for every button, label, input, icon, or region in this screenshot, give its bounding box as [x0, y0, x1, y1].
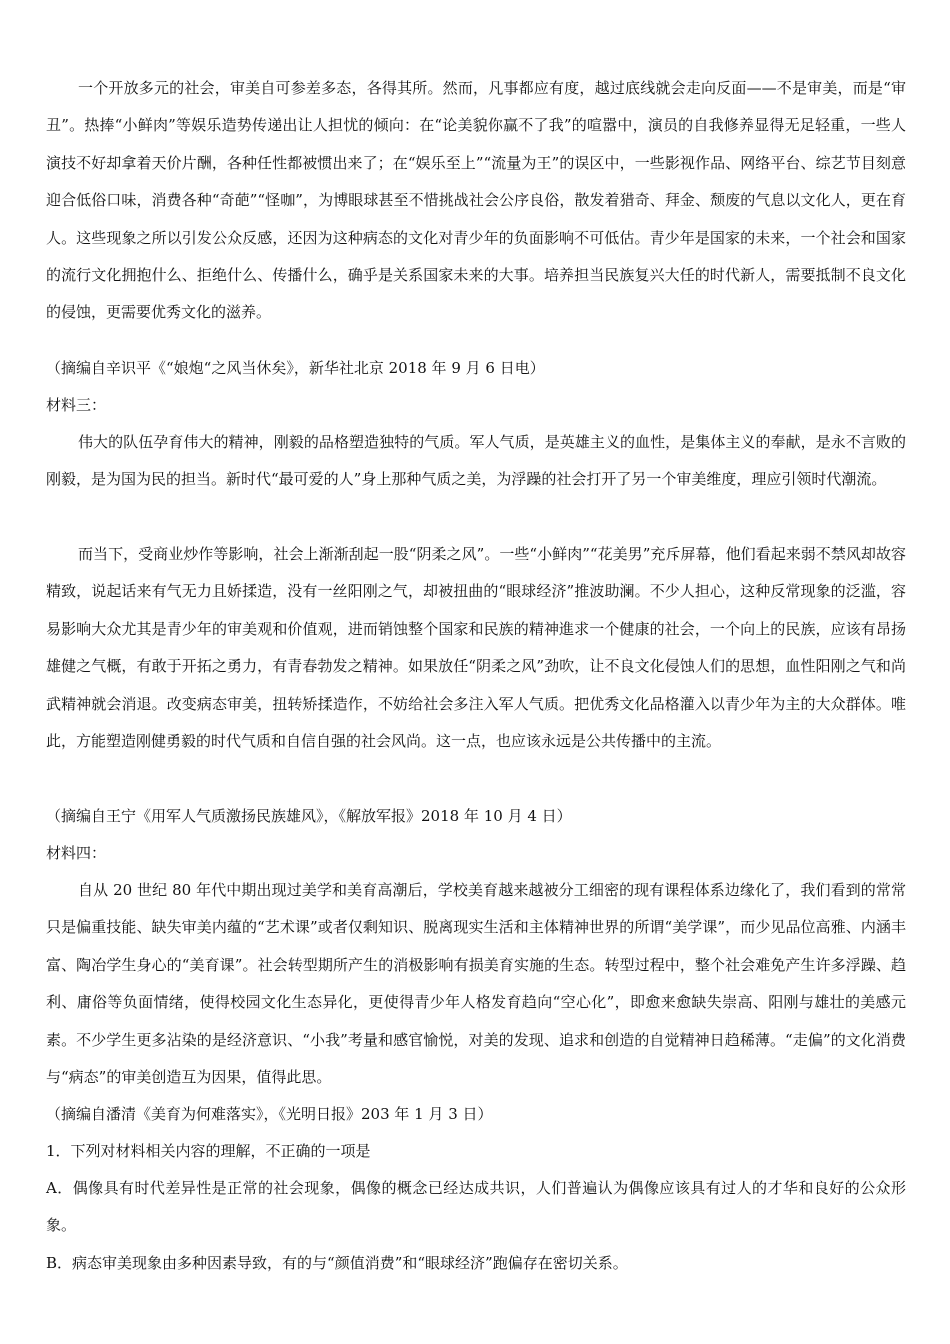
- question-one-option-a: A．偶像具有时代差异性是正常的社会现象，偶像的概念已经达成共识，人们普遍认为偶像应该具有过人的才华和良好的公众形象。: [46, 1179, 906, 1235]
- paragraph-material-two-body: 一个开放多元的社会，审美自可参差多态，各得其所。然而，凡事都应有度，越过底线就会走向反面——不是审美，而是“审丑”。热捧“小鲜肉”等娱乐造势传递出让人担忧的倾向：在“论美貌你赢不了我”的喧嚣中，演员的自我修养显得无足轻重，一些人演技不好却拿着天价片酬，各种任性都被惯出来了；在“娱乐至上”“流量为王”的误区中，一些影视作品、网络平台、综艺节目刻意迎合低俗口味，消费各种“奇葩”“怪咖”，为博眼球甚至不惜挑战社会公序良俗，散发着猎奇、拜金、颓废的气息以文化人，更在育人。这些现象之所以引发公众反感，还因为这种病态的文化对青少年的负面影响不可低估。青少年是国家的未来，一个社会和国家的流行文化拥抱什么、拒绝什么、传播什么，确乎是关系国家未来的大事。培养担当民族复兴大任的时代新人，需要抵制不良文化的侵蚀，更需要优秀文化的滋养。: [46, 79, 906, 322]
- source-citation-material-four: （摘编自潘清《美育为何难落实》，《光明日报》203 年 1 月 3 日）: [46, 1105, 493, 1123]
- source-citation-material-two: （摘编自辛识平《“娘炮“之风当休矣》，新华社北京 2018 年 9 月 6 日电）: [46, 359, 545, 377]
- paragraph-material-four-body: 自从 20 世纪 80 年代中期出现过美学和美育高潮后，学校美育越来越被分工细密的现有课程体系边缘化了，我们看到的常常只是偏重技能、缺失审美内蕴的“艺术课”或者仅剩知识、脱离现实生活和主体精神世界的所谓“美学课”，而少见品位高雅、内涵丰富、陶冶学生身心的“美育课”。社会转型期所产生的消极影响有损美育实施的生态。转型过程中，整个社会难免产生许多浮躁、趋利、庸俗等负面情绪，使得校园文化生态异化，更使得青少年人格发育趋向“空心化”，即愈来愈缺失崇高、阳刚与雄壮的美感元素。不少学生更多沾染的是经济意识、“小我”考量和感官愉悦，对美的发现、追求和创造的自觉精神日趋稀薄。“走偏”的文化消费与“病态”的审美创造互为因果，值得此思。: [46, 881, 906, 1087]
- paragraph-material-three-second: 而当下，受商业炒作等影响，社会上渐渐刮起一股“阴柔之风”。一些“小鲜肉”“花美男”充斥屏幕，他们看起来弱不禁风却故容精致，说起话来有气无力且娇揉造，没有一丝阳刚之气，却被扭曲的“眼球经济”推波助澜。不少人担心，这种反常现象的泛滥，容易影响大众尤其是青少年的审美观和价值观，进而销蚀整个国家和民族的精神進求一个健康的社会，一个向上的民族，应该有昂扬雄健之气概，有敢于开拓之勇力，有青春勃发之精神。如果放任“阴柔之风”劲吹，让不良文化侵蚀人们的思想，血性阳刚之气和尚武精神就会消退。改变病态审美，扭转矫揉造作，不妨给社会多注入军人气质。把优秀文化品格灌入以青少年为主的大众群体。唯此，方能塑造刚健勇毅的时代气质和自信自强的社会风尚。这一点，也应该永远是公共传播中的主流。: [46, 545, 906, 751]
- question-one-option-b: B．病态审美现象由多种因素导致，有的与“颜值消费”和“眼球经济”跑偏存在密切关系。: [46, 1254, 628, 1272]
- heading-material-three: 材料三：: [46, 396, 107, 414]
- question-one-stem: 1．下列对材料相关内容的理解，不正确的一项是: [46, 1142, 371, 1160]
- paragraph-material-three-first: 伟大的队伍孕育伟大的精神，刚毅的品格塑造独特的气质。军人气质，是英雄主义的血性，是集体主义的奉献，是永不言败的刚毅，是为国为民的担当。新时代“最可爱的人”身上那种气质之美，为浮躁的社会打开了另一个审美维度，理应引领时代潮流。: [46, 433, 906, 489]
- heading-material-four: 材料四：: [46, 844, 107, 862]
- source-citation-material-three: （摘编自王宁《用军人气质激扬民族雄风》，《解放军报》2018 年 10 月 4 日）: [46, 807, 572, 825]
